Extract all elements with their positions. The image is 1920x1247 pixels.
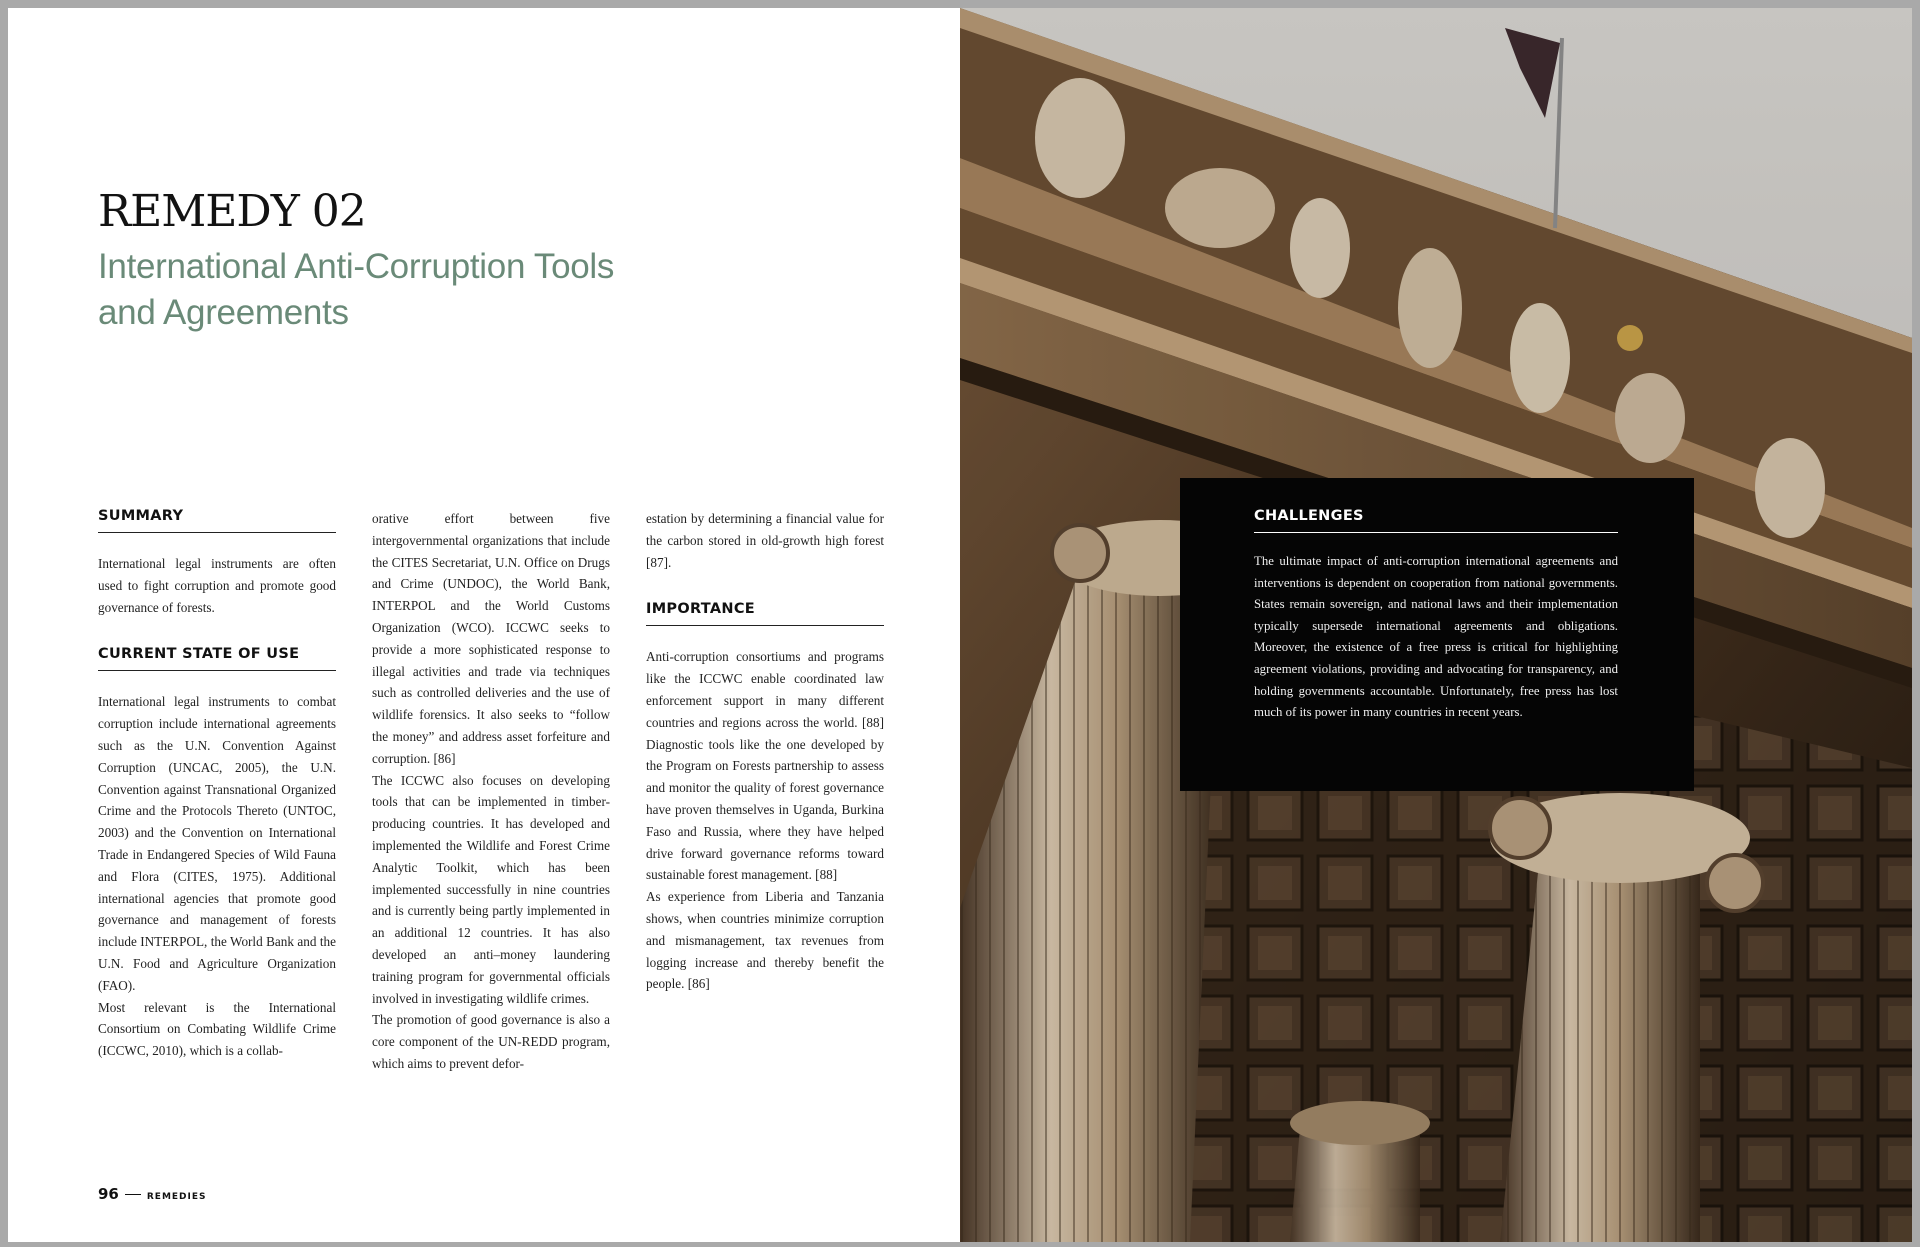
column-2-paragraph-3: The promotion of good governance is also a core component of the UN-REDD program, which aims to prevent defor-: [372, 1012, 610, 1071]
section-name: REMEDIES: [146, 1192, 207, 1202]
challenges-text: The ultimate impact of anti-corruption international agreements and interventions is dependent on cooperation from national governments. States remain sovereign, and national laws and their implementation typically supersede international agreements and obligations. Moreover, the existence of a free press is critical for highlighting agreement violations, providing and advocating for transparency, and holding governments accountable. Unfortunately, free press has lost much of its power in many countries in recent years.: [1254, 554, 1618, 720]
page-footer: [98, 1184, 207, 1203]
remedy-title: REMEDY 02: [98, 186, 366, 237]
footer-dash: [125, 1194, 141, 1195]
left-page: [8, 8, 960, 1242]
summary-text: International legal instruments are often used to fight corruption and promote good governance of forests.: [98, 556, 336, 615]
current-state-paragraph-2: Most relevant is the International Consortium on Combating Wildlife Crime (ICCWC, 2010), which is a collab-: [98, 999, 336, 1059]
column-2-paragraph-1: orative effort between five intergovernmental organizations that include the CITES Secretariat, U.N. Office on Drugs and Crime (UNDOC), the World Bank, INTERPOL and the World Customs Organization (WCO). ICCWC seeks to provide a more sophisticated response to illegal activities and trade via techniques such as controlled deliveries and the use of wildlife forensics. It also seeks to “follow the money” and address asset forfeiture and corruption. [86]: [372, 511, 610, 766]
magazine-spread: [8, 8, 1912, 1242]
current-state-paragraph-1: International legal instruments to combat corruption include international agreements such as the U.N. Convention Against Corruption (UNCAC, 2005), the U.N. Convention against Transnational Organized Crime and the Protocols Thereto (UNTOC, 2003) and the Convention on International Trade in Endangered Species of Wild Fauna and Flora (CITES, 1975). Additional international agencies that promote good governance and management of forests include INTERPOL, the World Bank and the U.N. Food and Agriculture Organization (FAO).: [98, 694, 336, 993]
challenges-heading: CHALLENGES: [1254, 508, 1618, 533]
column-3: [646, 508, 884, 995]
column-2: [372, 508, 610, 1075]
right-page: [960, 8, 1912, 1242]
current-state-heading: CURRENT STATE OF USE: [98, 646, 336, 671]
page-number: 96: [98, 1185, 119, 1203]
column-3-paragraph-1: estation by determining a financial value for the carbon stored in old-growth high forest [87].: [646, 511, 884, 570]
importance-paragraph-1: Anti-corruption consortiums and programs like the ICCWC enable coordinated law enforcement support in many different countries and regions across the world. [88] Diagnostic tools like the one developed by the Program on Forests partnership to assess and monitor the quality of forest governance have proven themselves in Uganda, Burkina Faso and Russia, where they have helped drive forward governance reforms toward sustainable forest management. [88]: [646, 649, 884, 883]
importance-heading: IMPORTANCE: [646, 601, 884, 626]
column-1: [98, 508, 336, 1062]
column-2-paragraph-2: The ICCWC also focuses on developing tools that can be implemented in timber-producing countries. It has developed and implemented the Wildlife and Forest Crime Analytic Toolkit, which has been implemented successfully in nine countries and is currently being partly implemented in an additional 12 countries. It has also developed an anti–money laundering training program for governmental officials involved in investigating wildlife crimes.: [372, 772, 610, 1006]
importance-paragraph-2: As experience from Liberia and Tanzania shows, when countries minimize corruption and mismanagement, tax revenues from logging increase and thereby benefit the people. [86]: [646, 889, 884, 992]
summary-heading: SUMMARY: [98, 508, 336, 533]
remedy-subtitle: International Anti-Corruption Tools and Agreements: [98, 247, 615, 332]
challenges-box: [1180, 478, 1694, 791]
challenges-content: [1254, 508, 1618, 724]
